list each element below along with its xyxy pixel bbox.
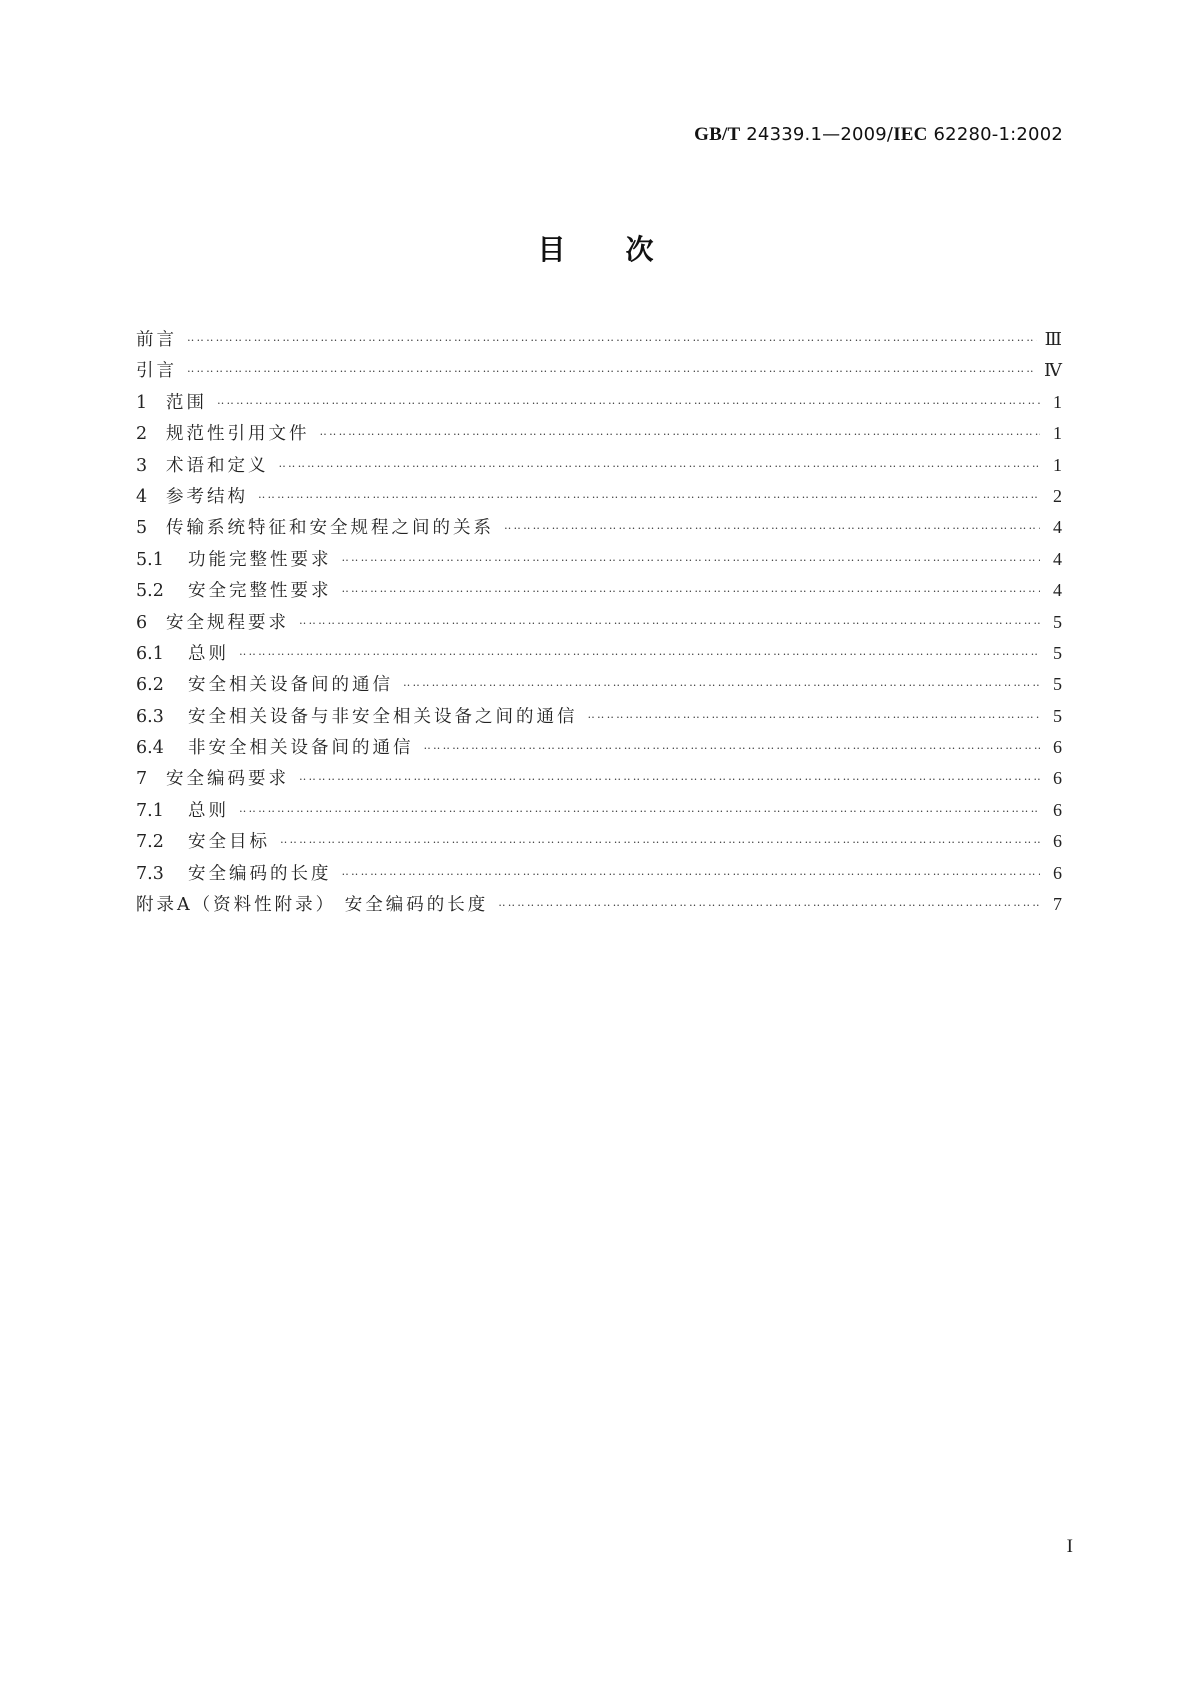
toc-entry[interactable] bbox=[136, 359, 1062, 390]
dot-leader bbox=[320, 421, 1041, 443]
dot-leader bbox=[342, 547, 1041, 569]
toc-entry[interactable] bbox=[136, 454, 1062, 485]
toc-entry-label: 范围 bbox=[166, 392, 207, 413]
toc-entry-label: 非安全相关设备间的通信 bbox=[188, 738, 414, 759]
toc-entry[interactable] bbox=[136, 893, 1062, 924]
toc-entry[interactable] bbox=[136, 799, 1062, 830]
toc-entry-number: 6 bbox=[136, 612, 148, 633]
toc-entry-page: 6 bbox=[1053, 862, 1062, 883]
dot-leader bbox=[258, 484, 1040, 506]
toc-entry-label: 安全编码要求 bbox=[166, 769, 289, 790]
toc-entry-number: 6.1 bbox=[136, 643, 164, 664]
toc-entry[interactable] bbox=[136, 736, 1062, 767]
toc-entry-page: 6 bbox=[1053, 768, 1062, 789]
toc-entry-number: 7.2 bbox=[136, 832, 164, 853]
toc-entry[interactable] bbox=[136, 516, 1062, 547]
dot-leader bbox=[504, 515, 1040, 537]
toc-entry-page: 2 bbox=[1053, 485, 1062, 506]
toc-entry-label: 引言 bbox=[136, 361, 177, 382]
toc-entry-page: 7 bbox=[1053, 894, 1062, 915]
toc-entry-label: 功能完整性要求 bbox=[188, 549, 332, 570]
dot-leader bbox=[187, 327, 1037, 349]
dot-leader bbox=[217, 390, 1040, 412]
toc-entry-page: 4 bbox=[1053, 517, 1062, 538]
dot-leader bbox=[403, 672, 1040, 694]
toc-entry-label: 传输系统特征和安全规程之间的关系 bbox=[166, 518, 494, 539]
toc-entry-page: 6 bbox=[1053, 737, 1062, 758]
page-number: I bbox=[1066, 1536, 1073, 1557]
toc-entry-page: 5 bbox=[1053, 611, 1062, 632]
toc-entry[interactable] bbox=[136, 422, 1062, 453]
dot-leader bbox=[498, 892, 1040, 914]
toc-entry-label: 总则 bbox=[188, 800, 229, 821]
dot-leader bbox=[342, 578, 1041, 600]
dot-leader bbox=[279, 453, 1041, 475]
toc-entry[interactable] bbox=[136, 862, 1062, 893]
toc-entry-number: 4 bbox=[136, 486, 148, 507]
toc-entry-page: 5 bbox=[1053, 674, 1062, 695]
toc-entry[interactable] bbox=[136, 611, 1062, 642]
table-of-contents bbox=[136, 328, 1062, 924]
toc-entry-number: 3 bbox=[136, 455, 148, 476]
toc-entry-page: 4 bbox=[1053, 580, 1062, 601]
toc-entry-page: 1 bbox=[1053, 454, 1062, 475]
dot-leader bbox=[424, 735, 1041, 757]
toc-entry-label: 安全相关设备与非安全相关设备之间的通信 bbox=[188, 706, 578, 727]
toc-entry[interactable] bbox=[136, 767, 1062, 798]
toc-entry-number: 7.3 bbox=[136, 863, 164, 884]
toc-entry-page: 4 bbox=[1053, 548, 1062, 569]
toc-entry[interactable] bbox=[136, 548, 1062, 579]
toc-entry[interactable] bbox=[136, 391, 1062, 422]
standard-code-iec-number: 62280-1:2002 bbox=[933, 124, 1063, 145]
toc-entry-label: 安全编码的长度 bbox=[188, 863, 332, 884]
toc-entry-page: 6 bbox=[1053, 831, 1062, 852]
dot-leader bbox=[280, 829, 1040, 851]
toc-entry-page: 1 bbox=[1053, 423, 1062, 444]
toc-entry-number: 5.2 bbox=[136, 581, 164, 602]
toc-entry[interactable] bbox=[136, 328, 1062, 359]
toc-entry-number: 5.1 bbox=[136, 549, 164, 570]
dot-leader bbox=[239, 641, 1040, 663]
toc-entry-number: 2 bbox=[136, 424, 148, 445]
toc-entry-page: Ⅲ bbox=[1044, 329, 1062, 349]
toc-entry-label: 安全规程要求 bbox=[166, 612, 289, 633]
toc-entry-number: 7 bbox=[136, 769, 148, 790]
toc-entry-label: 术语和定义 bbox=[166, 455, 269, 476]
dot-leader bbox=[299, 610, 1040, 632]
toc-entry-label: 规范性引用文件 bbox=[166, 424, 310, 445]
toc-entry[interactable] bbox=[136, 705, 1062, 736]
dot-leader bbox=[588, 704, 1041, 726]
toc-entry[interactable] bbox=[136, 830, 1062, 861]
toc-entry-label: 安全目标 bbox=[188, 832, 270, 853]
toc-entry[interactable] bbox=[136, 673, 1062, 704]
toc-entry-label: 安全相关设备间的通信 bbox=[188, 675, 393, 696]
toc-entry-label: 安全完整性要求 bbox=[188, 581, 332, 602]
toc-entry-page: 1 bbox=[1053, 391, 1062, 412]
toc-entry-number: 7.1 bbox=[136, 800, 164, 821]
toc-entry-page: Ⅳ bbox=[1044, 360, 1062, 381]
toc-entry-label: 参考结构 bbox=[166, 486, 248, 507]
toc-entry-number: 6.2 bbox=[136, 675, 164, 696]
standard-code-header bbox=[694, 124, 1063, 146]
toc-entry-page: 5 bbox=[1053, 642, 1062, 663]
toc-entry[interactable] bbox=[136, 642, 1062, 673]
toc-entry-label: 附录A（资料性附录） 安全编码的长度 bbox=[136, 895, 489, 916]
toc-entry-number: 1 bbox=[136, 392, 148, 413]
toc-entry-page: 6 bbox=[1053, 799, 1062, 820]
standard-code-iec-prefix: IEC bbox=[893, 124, 928, 145]
toc-entry-number: 6.4 bbox=[136, 738, 164, 759]
dot-leader bbox=[299, 766, 1040, 788]
dot-leader bbox=[187, 358, 1036, 380]
toc-entry-page: 5 bbox=[1053, 705, 1062, 726]
dot-leader bbox=[239, 798, 1040, 820]
toc-entry-label: 总则 bbox=[188, 643, 229, 664]
dot-leader bbox=[342, 861, 1041, 883]
toc-entry-number: 5 bbox=[136, 518, 148, 539]
toc-entry[interactable] bbox=[136, 579, 1062, 610]
toc-entry[interactable] bbox=[136, 485, 1062, 516]
standard-code-prefix: GB/T bbox=[694, 124, 741, 145]
page-title: 目次 bbox=[537, 233, 714, 266]
standard-code-number: 24339.1—2009/ bbox=[746, 124, 894, 145]
toc-entry-number: 6.3 bbox=[136, 706, 164, 727]
toc-entry-label: 前言 bbox=[136, 330, 177, 350]
